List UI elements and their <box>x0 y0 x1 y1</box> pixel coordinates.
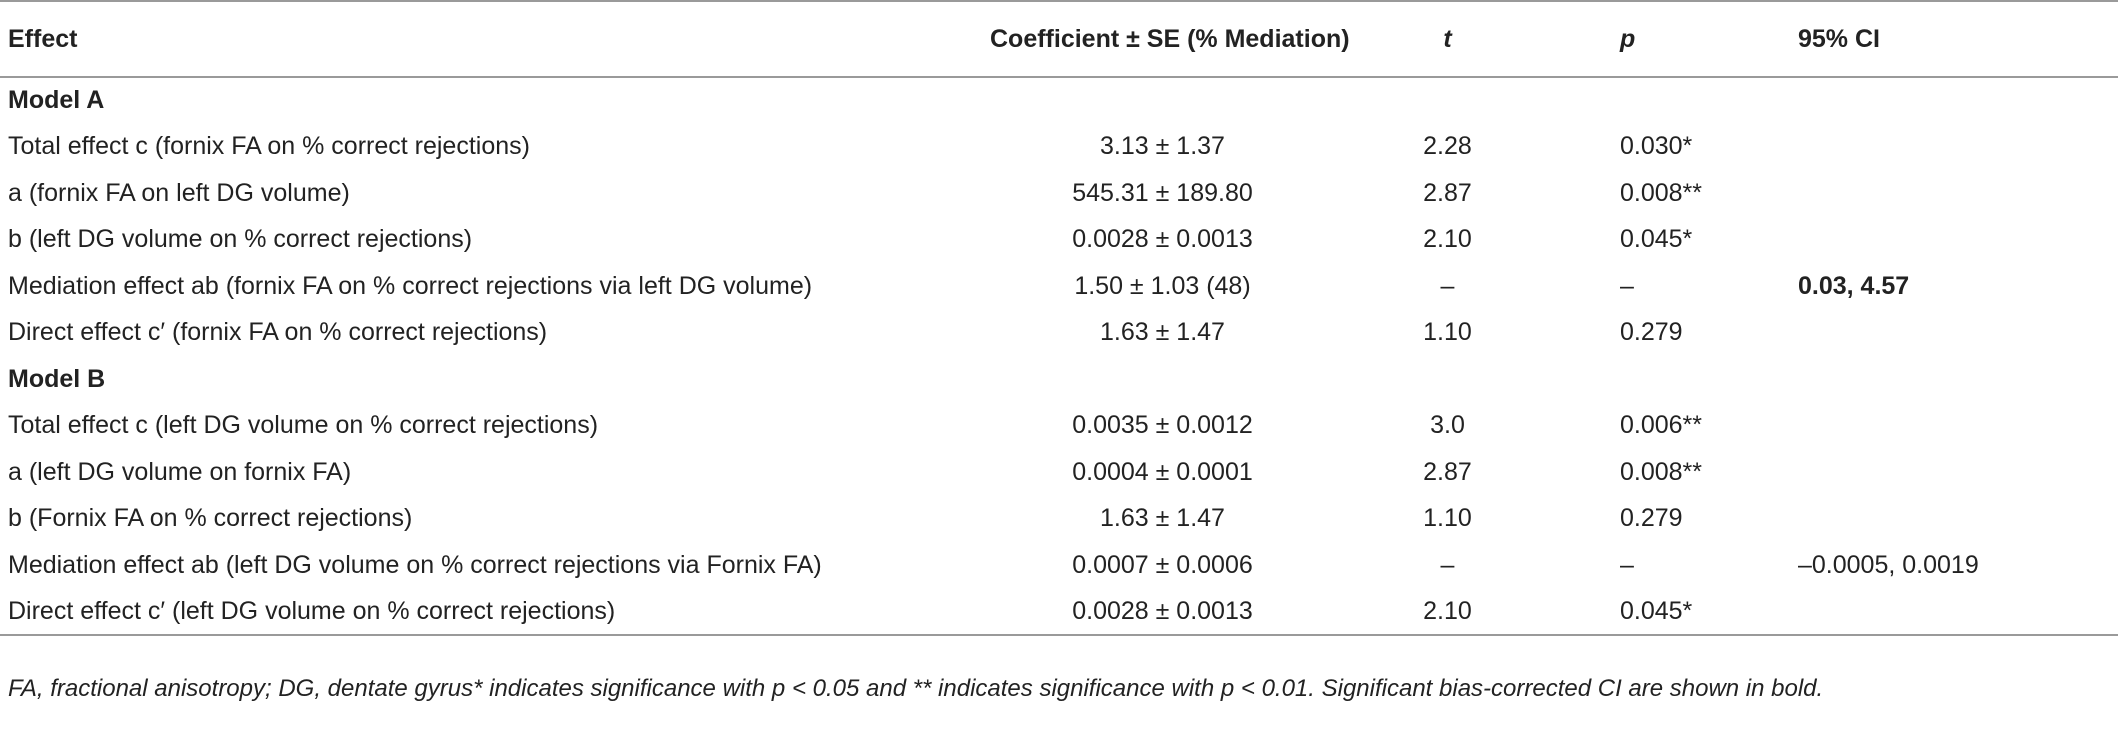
cell-coefficient: 0.0007 ± 0.0006 <box>1072 550 1253 579</box>
cell-p: 0.279 <box>1620 318 1683 347</box>
table-row <box>0 170 2118 217</box>
cell-coefficient: 0.0028 ± 0.0013 <box>990 589 1335 636</box>
cell-ci <box>1768 449 2118 496</box>
cell-t: – <box>1440 550 1455 579</box>
cell-ci <box>1768 589 2118 636</box>
cell-coefficient: 1.63 ± 1.47 <box>1100 504 1225 533</box>
cell-t: 1.10 <box>1423 504 1472 533</box>
cell-effect: Direct effect c′ (fornix FA on % correct rejections) <box>8 318 548 347</box>
cell-effect: Mediation effect ab (left DG volume on % correct rejections via Fornix FA) <box>8 550 822 579</box>
cell-ci <box>1768 403 2118 450</box>
cell-p: 0.030* <box>1620 132 1693 161</box>
cell-ci <box>1768 170 2118 217</box>
table-row <box>0 403 2118 450</box>
cell-ci <box>1768 124 2118 171</box>
table-row <box>0 496 2118 543</box>
table-row <box>0 449 2118 496</box>
cell-coefficient: 0.0004 ± 0.0001 <box>1072 457 1253 486</box>
cell-p: 0.045* <box>1620 225 1693 254</box>
cell-effect: a (fornix FA on left DG volume) <box>8 178 350 207</box>
cell-ci <box>1768 310 2118 357</box>
cell-effect: b (Fornix FA on % correct rejections) <box>8 504 413 533</box>
table-row <box>0 217 2118 264</box>
cell-t: 2.28 <box>1423 132 1472 161</box>
header-coefficient: Coefficient ± SE (% Mediation) <box>990 1 1335 77</box>
table-row <box>0 124 2118 171</box>
cell-p: 0.045* <box>1560 589 1768 636</box>
cell-ci: –0.0005, 0.0019 <box>1798 550 1979 579</box>
cell-p: – <box>1620 271 1634 300</box>
cell-t: 2.10 <box>1423 225 1472 254</box>
cell-p: 0.008** <box>1620 457 1703 486</box>
table-header-row <box>0 1 2118 77</box>
cell-effect: Total effect c (fornix FA on % correct rejections) <box>8 132 530 161</box>
cell-t: 2.87 <box>1423 457 1472 486</box>
table-row <box>0 310 2118 357</box>
table-row <box>0 263 2118 310</box>
section-title: Model A <box>8 86 105 115</box>
cell-coefficient: 1.50 ± 1.03 (48) <box>1074 271 1251 300</box>
cell-coefficient: 1.63 ± 1.47 <box>1100 318 1225 347</box>
cell-effect: Direct effect c′ (left DG volume on % correct rejections) <box>0 589 990 636</box>
cell-effect: b (left DG volume on % correct rejections) <box>8 225 473 254</box>
header-p: p <box>1560 1 1768 77</box>
cell-coefficient: 545.31 ± 189.80 <box>1072 178 1253 207</box>
header-effect: Effect <box>0 1 990 77</box>
cell-t: 2.87 <box>1423 178 1472 207</box>
cell-t: – <box>1440 271 1455 300</box>
cell-effect: a (left DG volume on fornix FA) <box>8 457 352 486</box>
cell-ci <box>1768 217 2118 264</box>
cell-t: 3.0 <box>1430 411 1465 440</box>
section-row-model-b <box>0 356 2118 403</box>
cell-p: 0.008** <box>1620 178 1703 207</box>
header-t: t <box>1335 1 1560 77</box>
cell-effect: Mediation effect ab (fornix FA on % correct rejections via left DG volume) <box>8 271 813 300</box>
cell-p: – <box>1620 550 1634 579</box>
table-row <box>0 589 2118 636</box>
header-ci: 95% CI <box>1768 1 2118 77</box>
cell-coefficient: 3.13 ± 1.37 <box>1100 132 1225 161</box>
cell-p: 0.006** <box>1620 411 1703 440</box>
section-row-model-a <box>0 77 2118 124</box>
cell-effect: Total effect c (left DG volume on % correct rejections) <box>8 411 599 440</box>
cell-ci <box>1768 496 2118 543</box>
cell-p: 0.279 <box>1620 504 1683 533</box>
section-title: Model B <box>8 364 106 393</box>
cell-coefficient: 0.0035 ± 0.0012 <box>1072 411 1253 440</box>
cell-coefficient: 0.0028 ± 0.0013 <box>1072 225 1253 254</box>
cell-ci-significant: 0.03, 4.57 <box>1798 271 1910 300</box>
table-footnote: FA, fractional anisotropy; DG, dentate gyrus* indicates significance with p < 0.05 and ** indicates significance with p < 0.01. Significant bias-corrected CI are shown in bold. <box>8 675 1824 702</box>
cell-t: 2.10 <box>1335 589 1560 636</box>
cell-t: 1.10 <box>1423 318 1472 347</box>
table-row <box>0 542 2118 589</box>
